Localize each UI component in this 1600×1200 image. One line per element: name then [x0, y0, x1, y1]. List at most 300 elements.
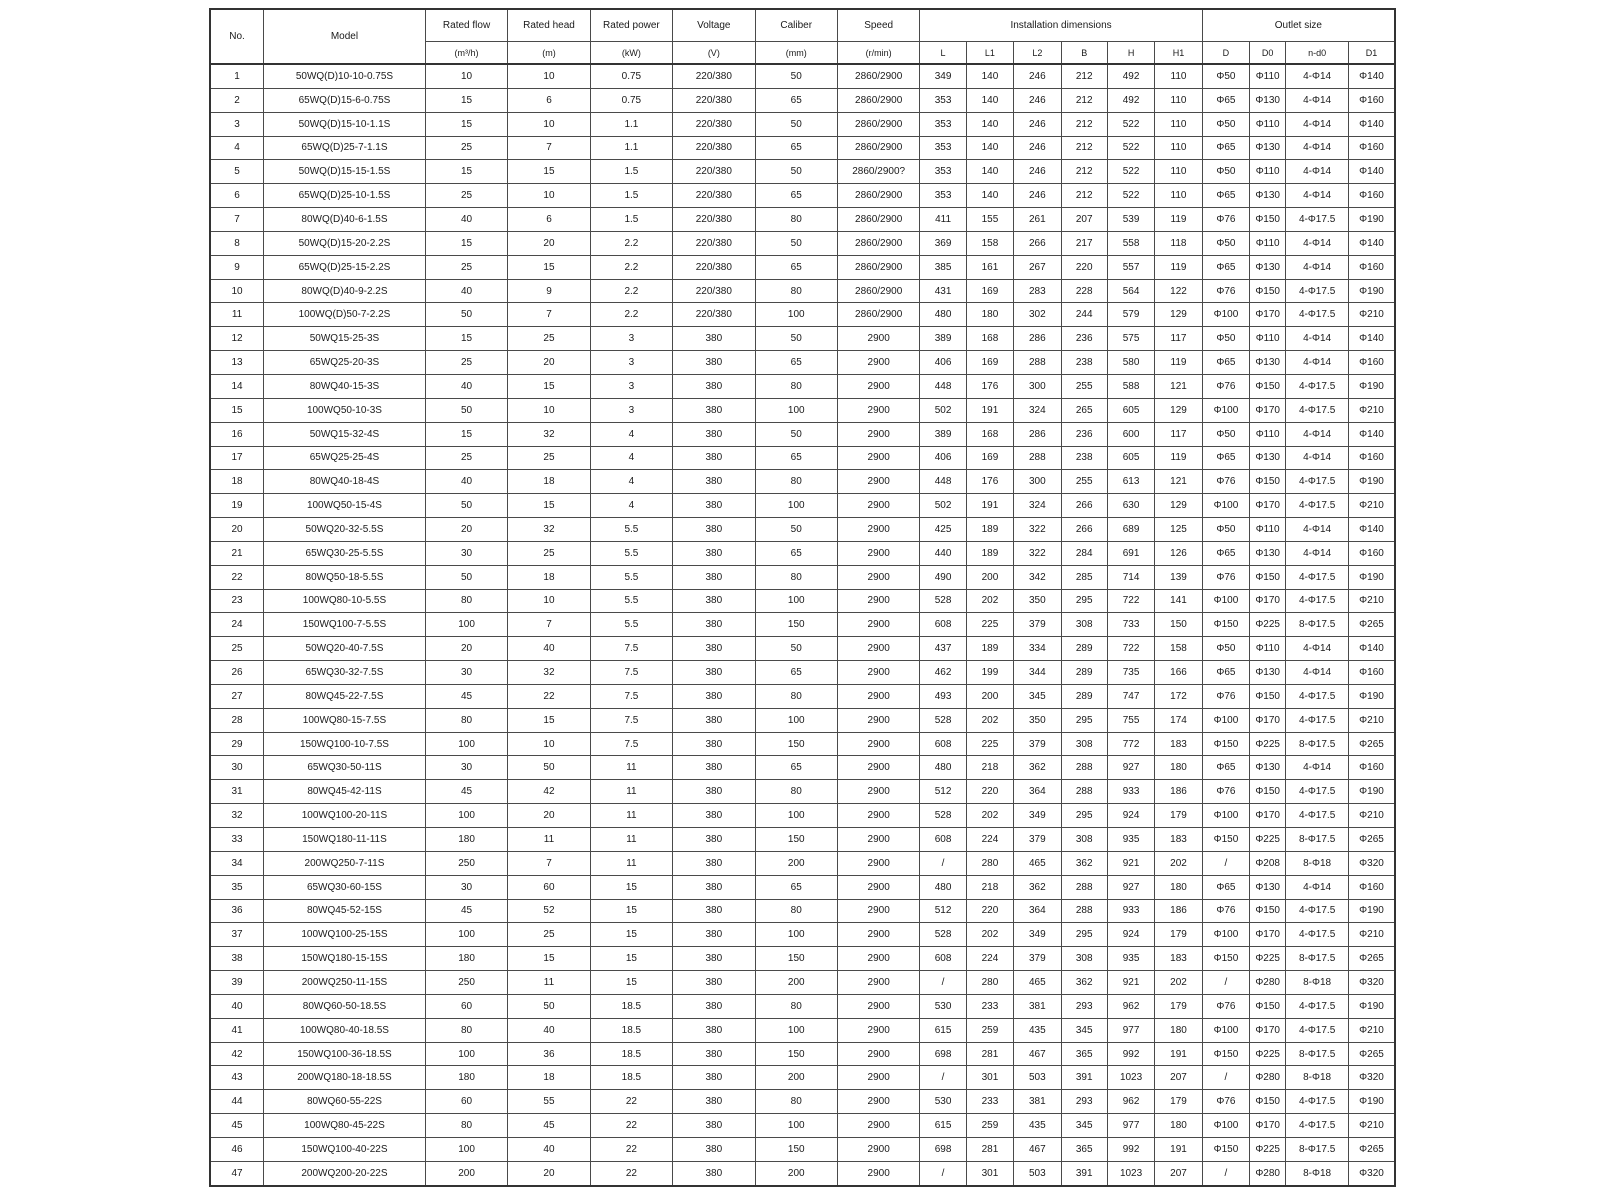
- cell-caliber: 100: [755, 494, 837, 518]
- cell-n-d0: 4-Φ14: [1286, 422, 1349, 446]
- cell-h: 927: [1107, 756, 1154, 780]
- cell-no: 41: [210, 1018, 264, 1042]
- cell-d0: Φ170: [1250, 303, 1286, 327]
- cell-d0: Φ130: [1250, 541, 1286, 565]
- cell-b: 266: [1061, 494, 1107, 518]
- cell-d0: Φ280: [1250, 1161, 1286, 1185]
- cell-rated-head: 20: [508, 351, 590, 375]
- cell-l1: 225: [966, 732, 1013, 756]
- cell-caliber: 50: [755, 422, 837, 446]
- cell-rated-flow: 20: [425, 637, 507, 661]
- cell-model: 50WQ(D)15-10-1.1S: [264, 112, 426, 136]
- cell-d0: Φ130: [1250, 255, 1286, 279]
- cell-rated-flow: 200: [425, 1161, 507, 1185]
- cell-h: 935: [1107, 947, 1154, 971]
- cell-rated-flow: 25: [425, 184, 507, 208]
- cell-l1: 176: [966, 374, 1013, 398]
- table-row: [210, 422, 1395, 446]
- cell-h1: 122: [1155, 279, 1202, 303]
- cell-speed: 2860/2900: [837, 231, 919, 255]
- cell-d: Φ50: [1202, 160, 1249, 184]
- cell-n-d0: 4-Φ17.5: [1286, 589, 1349, 613]
- cell-voltage: 380: [673, 494, 755, 518]
- cell-n-d0: 4-Φ17.5: [1286, 303, 1349, 327]
- cell-h1: 183: [1155, 732, 1202, 756]
- cell-l1: 200: [966, 684, 1013, 708]
- cell-speed: 2900: [837, 899, 919, 923]
- cell-h: 613: [1107, 470, 1154, 494]
- cell-d1: Φ320: [1349, 971, 1395, 995]
- cell-d0: Φ130: [1250, 351, 1286, 375]
- cell-l1: 140: [966, 160, 1013, 184]
- cell-l: 411: [920, 208, 966, 232]
- cell-d0: Φ110: [1250, 231, 1286, 255]
- cell-rated-flow: 100: [425, 1042, 507, 1066]
- cell-rated-head: 6: [508, 208, 590, 232]
- cell-l: 369: [920, 231, 966, 255]
- cell-l1: 140: [966, 136, 1013, 160]
- cell-model: 50WQ15-32-4S: [264, 422, 426, 446]
- cell-no: 47: [210, 1161, 264, 1185]
- cell-l2: 246: [1014, 88, 1061, 112]
- cell-rated-flow: 20: [425, 518, 507, 542]
- sub-header-l2: L2: [1014, 42, 1061, 65]
- cell-l2: 467: [1014, 1137, 1061, 1161]
- cell-b: 293: [1061, 1090, 1107, 1114]
- cell-rated-head: 50: [508, 994, 590, 1018]
- cell-rated-flow: 40: [425, 374, 507, 398]
- cell-rated-flow: 60: [425, 1090, 507, 1114]
- cell-d: Φ100: [1202, 1018, 1249, 1042]
- table-row: [210, 88, 1395, 112]
- cell-caliber: 150: [755, 828, 837, 852]
- cell-d: Φ150: [1202, 1042, 1249, 1066]
- cell-d0: Φ225: [1250, 1042, 1286, 1066]
- cell-voltage: 380: [673, 828, 755, 852]
- cell-l2: 322: [1014, 518, 1061, 542]
- cell-voltage: 220/380: [673, 208, 755, 232]
- cell-d: Φ100: [1202, 1114, 1249, 1138]
- cell-speed: 2860/2900: [837, 184, 919, 208]
- cell-rated-flow: 50: [425, 494, 507, 518]
- table-row: [210, 661, 1395, 685]
- cell-b: 207: [1061, 208, 1107, 232]
- cell-voltage: 380: [673, 875, 755, 899]
- cell-voltage: 380: [673, 780, 755, 804]
- table-row: [210, 208, 1395, 232]
- cell-d0: Φ110: [1250, 518, 1286, 542]
- cell-l2: 467: [1014, 1042, 1061, 1066]
- cell-voltage: 380: [673, 446, 755, 470]
- cell-model: 50WQ(D)15-20-2.2S: [264, 231, 426, 255]
- cell-l: 389: [920, 422, 966, 446]
- cell-voltage: 380: [673, 732, 755, 756]
- table-row: [210, 1161, 1395, 1185]
- cell-rated-flow: 60: [425, 994, 507, 1018]
- cell-l: 530: [920, 994, 966, 1018]
- table-row: [210, 1114, 1395, 1138]
- cell-speed: 2900: [837, 923, 919, 947]
- cell-rated-head: 22: [508, 684, 590, 708]
- cell-voltage: 380: [673, 1161, 755, 1185]
- cell-speed: 2900: [837, 851, 919, 875]
- cell-d1: Φ210: [1349, 804, 1395, 828]
- cell-n-d0: 4-Φ17.5: [1286, 398, 1349, 422]
- cell-rated-flow: 15: [425, 231, 507, 255]
- cell-h1: 180: [1155, 756, 1202, 780]
- cell-n-d0: 4-Φ14: [1286, 875, 1349, 899]
- cell-caliber: 65: [755, 255, 837, 279]
- cell-model: 80WQ(D)40-6-1.5S: [264, 208, 426, 232]
- cell-l1: 169: [966, 279, 1013, 303]
- cell-voltage: 220/380: [673, 184, 755, 208]
- cell-rated-head: 10: [508, 184, 590, 208]
- cell-l2: 246: [1014, 64, 1061, 88]
- cell-no: 17: [210, 446, 264, 470]
- cell-h: 921: [1107, 971, 1154, 995]
- cell-caliber: 150: [755, 1137, 837, 1161]
- cell-l1: 169: [966, 446, 1013, 470]
- cell-h: 630: [1107, 494, 1154, 518]
- cell-h: 558: [1107, 231, 1154, 255]
- cell-n-d0: 4-Φ14: [1286, 112, 1349, 136]
- cell-caliber: 80: [755, 374, 837, 398]
- cell-d: Φ76: [1202, 208, 1249, 232]
- cell-d0: Φ130: [1250, 184, 1286, 208]
- cell-d: Φ65: [1202, 255, 1249, 279]
- cell-voltage: 380: [673, 1114, 755, 1138]
- cell-no: 19: [210, 494, 264, 518]
- cell-rated-flow: 50: [425, 303, 507, 327]
- table-body: [210, 64, 1395, 1186]
- cell-d: /: [1202, 971, 1249, 995]
- cell-b: 295: [1061, 589, 1107, 613]
- cell-rated-power: 0.75: [590, 64, 672, 88]
- cell-l1: 220: [966, 780, 1013, 804]
- cell-caliber: 80: [755, 684, 837, 708]
- cell-rated-power: 7.5: [590, 708, 672, 732]
- cell-l: 530: [920, 1090, 966, 1114]
- cell-voltage: 380: [673, 613, 755, 637]
- cell-d0: Φ130: [1250, 136, 1286, 160]
- cell-speed: 2860/2900: [837, 88, 919, 112]
- cell-l2: 324: [1014, 398, 1061, 422]
- cell-rated-power: 1.1: [590, 136, 672, 160]
- cell-no: 15: [210, 398, 264, 422]
- cell-model: 65WQ30-60-15S: [264, 875, 426, 899]
- cell-l: /: [920, 851, 966, 875]
- cell-n-d0: 4-Φ14: [1286, 88, 1349, 112]
- cell-l1: 140: [966, 88, 1013, 112]
- cell-d1: Φ160: [1349, 351, 1395, 375]
- cell-h1: 179: [1155, 923, 1202, 947]
- cell-l1: 199: [966, 661, 1013, 685]
- cell-n-d0: 8-Φ18: [1286, 1066, 1349, 1090]
- cell-n-d0: 4-Φ17.5: [1286, 780, 1349, 804]
- cell-b: 295: [1061, 708, 1107, 732]
- cell-l: 389: [920, 327, 966, 351]
- cell-h1: 207: [1155, 1161, 1202, 1185]
- cell-b: 365: [1061, 1042, 1107, 1066]
- cell-l2: 503: [1014, 1066, 1061, 1090]
- cell-rated-power: 1.1: [590, 112, 672, 136]
- cell-d1: Φ140: [1349, 231, 1395, 255]
- cell-h1: 117: [1155, 422, 1202, 446]
- cell-l1: 202: [966, 589, 1013, 613]
- table-row: [210, 589, 1395, 613]
- cell-d1: Φ160: [1349, 661, 1395, 685]
- cell-n-d0: 8-Φ18: [1286, 851, 1349, 875]
- cell-rated-head: 50: [508, 756, 590, 780]
- table-row: [210, 64, 1395, 88]
- cell-model: 200WQ180-18-18.5S: [264, 1066, 426, 1090]
- cell-rated-power: 5.5: [590, 589, 672, 613]
- cell-d: Φ65: [1202, 351, 1249, 375]
- cell-h: 522: [1107, 160, 1154, 184]
- cell-l1: 158: [966, 231, 1013, 255]
- cell-n-d0: 8-Φ17.5: [1286, 732, 1349, 756]
- cell-speed: 2900: [837, 756, 919, 780]
- cell-l2: 288: [1014, 446, 1061, 470]
- cell-model: 65WQ30-32-7.5S: [264, 661, 426, 685]
- cell-l: 353: [920, 112, 966, 136]
- cell-l2: 362: [1014, 875, 1061, 899]
- cell-d: Φ50: [1202, 637, 1249, 661]
- cell-d1: Φ160: [1349, 255, 1395, 279]
- cell-d1: Φ265: [1349, 1042, 1395, 1066]
- cell-rated-flow: 15: [425, 327, 507, 351]
- cell-l: 431: [920, 279, 966, 303]
- cell-l1: 200: [966, 565, 1013, 589]
- cell-model: 65WQ(D)15-6-0.75S: [264, 88, 426, 112]
- cell-d0: Φ150: [1250, 1090, 1286, 1114]
- cell-l: 440: [920, 541, 966, 565]
- cell-d0: Φ150: [1250, 780, 1286, 804]
- cell-caliber: 65: [755, 541, 837, 565]
- cell-h1: 110: [1155, 88, 1202, 112]
- cell-l: 448: [920, 374, 966, 398]
- cell-rated-power: 22: [590, 1090, 672, 1114]
- cell-speed: 2860/2900: [837, 112, 919, 136]
- cell-caliber: 65: [755, 446, 837, 470]
- cell-l: 608: [920, 947, 966, 971]
- cell-rated-head: 18: [508, 565, 590, 589]
- cell-rated-power: 18.5: [590, 1018, 672, 1042]
- cell-caliber: 80: [755, 565, 837, 589]
- cell-rated-flow: 45: [425, 899, 507, 923]
- cell-model: 100WQ100-20-11S: [264, 804, 426, 828]
- table-row: [210, 398, 1395, 422]
- cell-speed: 2900: [837, 565, 919, 589]
- cell-h: 564: [1107, 279, 1154, 303]
- cell-model: 80WQ45-22-7.5S: [264, 684, 426, 708]
- cell-model: 50WQ(D)15-15-1.5S: [264, 160, 426, 184]
- cell-speed: 2900: [837, 684, 919, 708]
- cell-d0: Φ170: [1250, 923, 1286, 947]
- cell-caliber: 150: [755, 613, 837, 637]
- cell-b: 212: [1061, 64, 1107, 88]
- cell-caliber: 80: [755, 994, 837, 1018]
- cell-rated-flow: 40: [425, 208, 507, 232]
- table-row: [210, 828, 1395, 852]
- cell-l: 502: [920, 398, 966, 422]
- cell-rated-flow: 15: [425, 160, 507, 184]
- table-row: [210, 899, 1395, 923]
- cell-n-d0: 4-Φ14: [1286, 184, 1349, 208]
- cell-no: 42: [210, 1042, 264, 1066]
- cell-voltage: 380: [673, 1137, 755, 1161]
- table-row: [210, 303, 1395, 327]
- cell-d1: Φ140: [1349, 327, 1395, 351]
- cell-h1: 166: [1155, 661, 1202, 685]
- cell-h: 927: [1107, 875, 1154, 899]
- cell-speed: 2860/2900: [837, 279, 919, 303]
- cell-l2: 435: [1014, 1018, 1061, 1042]
- unit-voltage: (V): [673, 42, 755, 65]
- cell-h: 733: [1107, 613, 1154, 637]
- cell-b: 212: [1061, 184, 1107, 208]
- cell-model: 80WQ60-50-18.5S: [264, 994, 426, 1018]
- cell-l1: 218: [966, 756, 1013, 780]
- cell-l: 462: [920, 661, 966, 685]
- cell-speed: 2900: [837, 1114, 919, 1138]
- cell-l1: 259: [966, 1114, 1013, 1138]
- cell-n-d0: 4-Φ17.5: [1286, 899, 1349, 923]
- table-row: [210, 1137, 1395, 1161]
- table-header: [210, 9, 1395, 64]
- table-row: [210, 470, 1395, 494]
- table-row: [210, 374, 1395, 398]
- cell-voltage: 380: [673, 541, 755, 565]
- cell-n-d0: 4-Φ17.5: [1286, 708, 1349, 732]
- cell-l1: 301: [966, 1161, 1013, 1185]
- cell-d1: Φ265: [1349, 732, 1395, 756]
- cell-n-d0: 8-Φ17.5: [1286, 947, 1349, 971]
- cell-rated-head: 25: [508, 923, 590, 947]
- cell-rated-power: 4: [590, 470, 672, 494]
- cell-b: 236: [1061, 422, 1107, 446]
- cell-speed: 2900: [837, 470, 919, 494]
- cell-b: 295: [1061, 923, 1107, 947]
- cell-rated-flow: 25: [425, 446, 507, 470]
- cell-l: /: [920, 1161, 966, 1185]
- cell-l1: 191: [966, 398, 1013, 422]
- cell-h1: 158: [1155, 637, 1202, 661]
- cell-d: Φ100: [1202, 398, 1249, 422]
- cell-voltage: 380: [673, 470, 755, 494]
- cell-rated-head: 18: [508, 470, 590, 494]
- col-voltage-header: Voltage: [673, 9, 755, 42]
- cell-l: 615: [920, 1018, 966, 1042]
- cell-rated-flow: 10: [425, 64, 507, 88]
- cell-rated-head: 52: [508, 899, 590, 923]
- cell-rated-power: 22: [590, 1137, 672, 1161]
- table-row: [210, 708, 1395, 732]
- cell-no: 34: [210, 851, 264, 875]
- cell-b: 265: [1061, 398, 1107, 422]
- cell-d0: Φ130: [1250, 88, 1286, 112]
- cell-h1: 179: [1155, 804, 1202, 828]
- cell-no: 8: [210, 231, 264, 255]
- cell-rated-power: 11: [590, 851, 672, 875]
- cell-h1: 119: [1155, 208, 1202, 232]
- cell-no: 21: [210, 541, 264, 565]
- table-row: [210, 136, 1395, 160]
- cell-d: Φ150: [1202, 732, 1249, 756]
- cell-voltage: 380: [673, 899, 755, 923]
- cell-rated-head: 15: [508, 255, 590, 279]
- table-row: [210, 494, 1395, 518]
- cell-rated-flow: 250: [425, 851, 507, 875]
- cell-d: Φ65: [1202, 136, 1249, 160]
- cell-rated-flow: 15: [425, 112, 507, 136]
- cell-h1: 119: [1155, 351, 1202, 375]
- cell-l: 512: [920, 780, 966, 804]
- sub-header-d1: D1: [1349, 42, 1395, 65]
- cell-rated-head: 7: [508, 136, 590, 160]
- cell-l2: 302: [1014, 303, 1061, 327]
- cell-b: 288: [1061, 899, 1107, 923]
- cell-h: 722: [1107, 589, 1154, 613]
- cell-h1: 129: [1155, 303, 1202, 327]
- cell-b: 217: [1061, 231, 1107, 255]
- cell-speed: 2860/2900: [837, 303, 919, 327]
- cell-voltage: 380: [673, 923, 755, 947]
- cell-l2: 362: [1014, 756, 1061, 780]
- cell-b: 285: [1061, 565, 1107, 589]
- cell-l2: 364: [1014, 780, 1061, 804]
- table-row: [210, 279, 1395, 303]
- cell-speed: 2900: [837, 708, 919, 732]
- cell-caliber: 100: [755, 589, 837, 613]
- cell-no: 14: [210, 374, 264, 398]
- cell-speed: 2860/2900: [837, 208, 919, 232]
- cell-l2: 381: [1014, 994, 1061, 1018]
- cell-b: 365: [1061, 1137, 1107, 1161]
- cell-l2: 349: [1014, 923, 1061, 947]
- cell-h1: 110: [1155, 184, 1202, 208]
- cell-caliber: 200: [755, 971, 837, 995]
- cell-rated-flow: 25: [425, 351, 507, 375]
- cell-l2: 350: [1014, 589, 1061, 613]
- cell-l2: 246: [1014, 112, 1061, 136]
- cell-b: 212: [1061, 136, 1107, 160]
- cell-voltage: 380: [673, 1042, 755, 1066]
- cell-l1: 218: [966, 875, 1013, 899]
- cell-rated-power: 2.2: [590, 255, 672, 279]
- table-row: [210, 112, 1395, 136]
- col-rated-flow-header: Rated flow: [425, 9, 507, 42]
- cell-l: 493: [920, 684, 966, 708]
- cell-d: Φ50: [1202, 112, 1249, 136]
- cell-h1: 141: [1155, 589, 1202, 613]
- cell-no: 39: [210, 971, 264, 995]
- cell-rated-flow: 15: [425, 88, 507, 112]
- cell-speed: 2900: [837, 351, 919, 375]
- cell-d1: Φ190: [1349, 565, 1395, 589]
- cell-caliber: 65: [755, 756, 837, 780]
- cell-l2: 379: [1014, 828, 1061, 852]
- cell-model: 150WQ100-10-7.5S: [264, 732, 426, 756]
- cell-l2: 379: [1014, 947, 1061, 971]
- cell-caliber: 100: [755, 923, 837, 947]
- cell-voltage: 220/380: [673, 160, 755, 184]
- cell-l1: 140: [966, 184, 1013, 208]
- cell-no: 23: [210, 589, 264, 613]
- cell-h: 605: [1107, 446, 1154, 470]
- cell-model: 65WQ25-20-3S: [264, 351, 426, 375]
- cell-h1: 179: [1155, 994, 1202, 1018]
